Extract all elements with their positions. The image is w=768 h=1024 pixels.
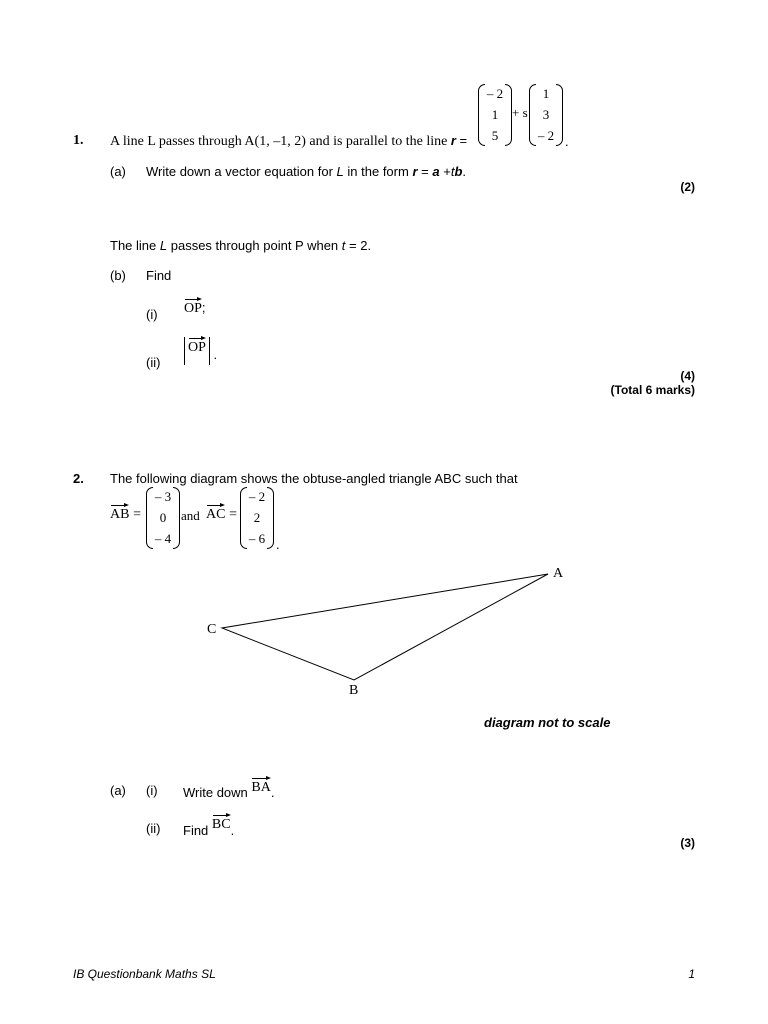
vector-entry: – 2 (537, 127, 555, 143)
subpart-i-label: (i) (146, 307, 158, 322)
total-marks: (Total 6 marks) (610, 383, 695, 397)
line-symbol: L (336, 164, 344, 179)
parameter-t: t (341, 238, 346, 253)
vector-ab-label: AB (110, 507, 130, 522)
text-fragment: in the form (347, 164, 409, 179)
arrow-icon (251, 777, 270, 781)
part-b-text: Find (146, 268, 172, 283)
marks-part-b: (4) (680, 369, 695, 383)
vector-bc-label: BC (211, 817, 231, 832)
vector-entry: – 3 (154, 489, 172, 505)
text-fragment: passes through point P when (170, 238, 339, 253)
text-fragment: = 2. (349, 238, 372, 253)
triangle-abc (222, 574, 548, 680)
vector-r-symbol: r (412, 164, 418, 179)
part-b-label: (b) (110, 268, 126, 283)
q2-subpart-ii-label: (ii) (146, 821, 161, 836)
vector-entry: 2 (253, 509, 261, 525)
vector-entry: 1 (491, 106, 499, 122)
vector-entry: – 6 (248, 530, 266, 546)
period: . (213, 347, 218, 362)
equals-sign: = (421, 164, 429, 179)
vector-ba-label: BA (251, 780, 271, 795)
part-a-label: (a) (110, 164, 126, 179)
vector-entry: 1 (542, 86, 550, 102)
marks-part-a: (2) (680, 180, 695, 194)
equals-sign: = (459, 133, 468, 148)
and-text: and (181, 508, 200, 523)
period: . (230, 823, 235, 838)
plus-sign: + (443, 164, 451, 179)
period: . (462, 164, 467, 179)
q2-marks-part-a: (3) (680, 836, 695, 850)
text-fragment: Find (183, 823, 209, 838)
vector-entry: 0 (159, 509, 167, 525)
text-fragment: Write down a vector equation for (146, 164, 333, 179)
equals-sign: = (133, 507, 141, 522)
vector-a-symbol: a (432, 164, 440, 179)
footer-source: IB Questionbank Maths SL (73, 967, 216, 981)
question-1-stem-text: A line L passes through A(1, –1, 2) and is parallel to the line (110, 134, 448, 149)
plus-s-text: + s (512, 105, 528, 120)
q2-subpart-i-text (183, 777, 275, 800)
vertex-a-label: A (553, 566, 564, 581)
vector-entry: 5 (491, 127, 499, 143)
q2-part-a-label: (a) (110, 783, 126, 798)
subpart-ii-label: (ii) (146, 355, 161, 370)
vector-op-label: OP (188, 340, 206, 355)
vector-ba (251, 777, 270, 796)
vector-b-symbol: b (454, 164, 463, 179)
question-2-number: 2. (73, 471, 84, 486)
vector-op-label: OP (184, 301, 202, 316)
vector-entry: – 2 (486, 86, 504, 102)
vector-r-symbol: r (450, 133, 456, 148)
vector-entry: 3 (542, 106, 550, 122)
question-1-number: 1. (73, 133, 84, 148)
page-number: 1 (688, 967, 695, 981)
text-fragment: The line (110, 238, 157, 253)
semicolon: ; (201, 300, 206, 315)
question-2-intro: The following diagram shows the obtuse-angled triangle ABC such that (110, 471, 518, 486)
parameter-t: t (450, 164, 455, 179)
vector-entry: – 2 (248, 489, 266, 505)
vertex-b-label: B (349, 683, 359, 698)
period: . (276, 537, 280, 552)
vertex-c-label: C (207, 622, 217, 637)
arrow-icon (212, 814, 231, 818)
text-fragment: Write down (183, 785, 248, 800)
vector-ac-label: AC (206, 507, 226, 522)
period: . (565, 134, 569, 149)
q2-subpart-i-label: (i) (146, 783, 158, 798)
vector-bc (212, 814, 231, 833)
line-symbol: L (159, 238, 168, 253)
q2-subpart-ii-text (183, 814, 235, 838)
period: . (270, 785, 275, 800)
equals-sign: = (229, 507, 237, 522)
vector-entry: – 4 (154, 530, 172, 546)
diagram-caption: diagram not to scale (484, 715, 611, 730)
